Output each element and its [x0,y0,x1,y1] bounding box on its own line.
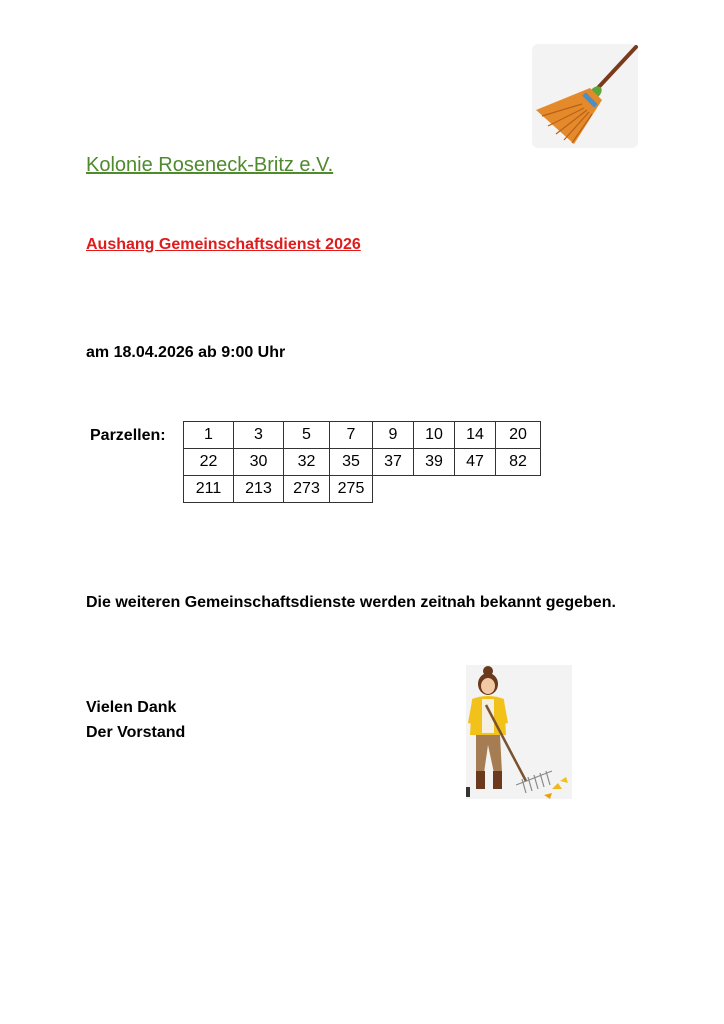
association-title: Kolonie Roseneck-Britz e.V. [86,154,334,176]
plot-cell: 32 [284,449,330,476]
service-date: am 18.04.2026 ab 9:00 Uhr [86,344,286,361]
plot-cell: 213 [234,476,284,503]
plot-cell: 1 [184,422,234,449]
plot-cell: 273 [284,476,330,503]
notice-title: Aushang Gemeinschaftsdienst 2026 [86,236,361,253]
empty-cell [373,476,414,503]
plot-cell: 22 [184,449,234,476]
info-text: Die weiteren Gemeinschaftsdienste werden zeitnah bekannt gegeben. [86,594,616,611]
plot-cell: 47 [455,449,496,476]
plot-cell: 14 [455,422,496,449]
plot-cell: 35 [330,449,373,476]
table-row [184,422,541,449]
person-raking-leaves-illustration [466,665,572,799]
empty-cell [455,476,496,503]
plot-cell: 82 [496,449,541,476]
plot-cell: 5 [284,422,330,449]
empty-cell [414,476,455,503]
plots-label: Parzellen: [90,427,166,444]
broom-icon [532,44,638,148]
plot-cell: 30 [234,449,284,476]
table-row [184,476,541,503]
closing [86,695,185,745]
plot-cell: 20 [496,422,541,449]
plot-cell: 10 [414,422,455,449]
thanks-text: Vielen Dank [86,699,177,716]
empty-cell [496,476,541,503]
plot-cell: 275 [330,476,373,503]
signature-text: Der Vorstand [86,724,186,741]
plots-table [183,421,541,503]
plot-cell: 7 [330,422,373,449]
plot-cell: 37 [373,449,414,476]
plot-cell: 39 [414,449,455,476]
table-row [184,449,541,476]
plot-cell: 211 [184,476,234,503]
plot-cell: 3 [234,422,284,449]
plot-cell: 9 [373,422,414,449]
